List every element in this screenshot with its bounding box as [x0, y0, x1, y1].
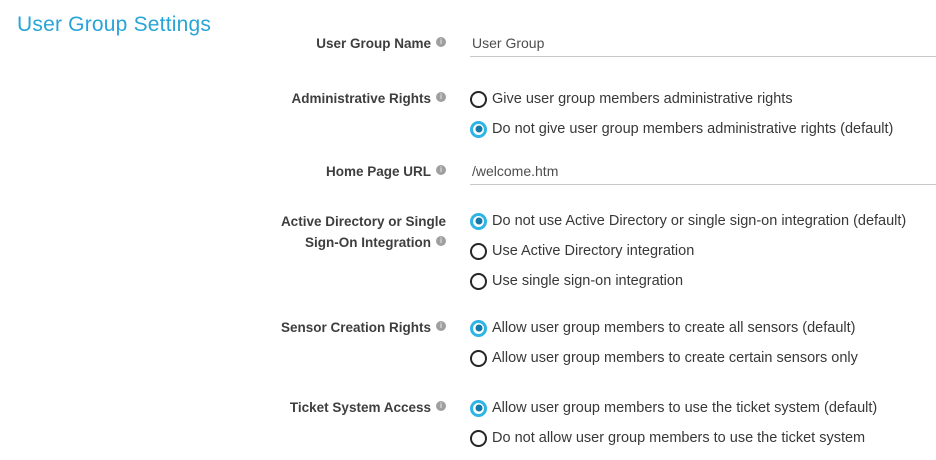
- field-label-cell: [0, 84, 470, 114]
- radio-unselected-icon[interactable]: [470, 273, 487, 290]
- field-control-cell: [470, 159, 936, 185]
- administrative-rights-group: [470, 84, 936, 144]
- field-label-cell: [0, 206, 470, 253]
- info-icon[interactable]: i: [436, 236, 446, 246]
- form-row-ad-sso-integration: [0, 206, 936, 296]
- field-label-cell: [0, 159, 470, 185]
- form-row-home-page-url: [0, 159, 936, 185]
- radio-selected-icon[interactable]: [470, 213, 487, 230]
- radio-option-no-ad-sso[interactable]: Do not use Active Directory or single sign-on integration (default): [470, 206, 936, 236]
- info-icon[interactable]: i: [436, 165, 446, 175]
- radio-option-create-all-sensors[interactable]: Allow user group members to create all sensors (default): [470, 313, 936, 343]
- field-label-cell: [0, 393, 470, 423]
- field-label-cell: [0, 313, 470, 343]
- ad-sso-label-line-2: Sign-On Integration: [305, 235, 431, 250]
- ad-sso-integration-group: [470, 206, 936, 296]
- administrative-rights-label: Administrative Rights: [291, 91, 431, 106]
- ticket-system-access-group: [470, 393, 936, 453]
- user-group-name-label: User Group Name: [316, 36, 431, 51]
- home-page-url-label: Home Page URL: [325, 164, 431, 179]
- radio-unselected-icon[interactable]: [470, 350, 487, 367]
- radio-option-no-admin-rights[interactable]: Do not give user group members administrative rights (default): [470, 114, 936, 144]
- radio-option-give-admin-rights[interactable]: Give user group members administrative rights: [470, 84, 936, 114]
- info-icon[interactable]: i: [436, 92, 446, 102]
- sensor-creation-rights-label: Sensor Creation Rights: [280, 320, 431, 335]
- radio-unselected-icon[interactable]: [470, 243, 487, 260]
- user-group-name-input[interactable]: [470, 31, 936, 57]
- radio-option-allow-ticket-system[interactable]: Allow user group members to use the ticket system (default): [470, 393, 936, 423]
- radio-unselected-icon[interactable]: [470, 430, 487, 447]
- radio-option-create-certain-sensors[interactable]: Allow user group members to create certain sensors only: [470, 343, 936, 373]
- sensor-creation-rights-group: [470, 313, 936, 373]
- form-row-ticket-system-access: [0, 393, 936, 453]
- radio-unselected-icon[interactable]: [470, 91, 487, 108]
- radio-option-no-ticket-system[interactable]: Do not allow user group members to use the ticket system: [470, 423, 936, 453]
- info-icon[interactable]: i: [436, 37, 446, 47]
- info-icon[interactable]: i: [436, 401, 446, 411]
- info-icon[interactable]: i: [436, 321, 446, 331]
- form-row-sensor-creation-rights: [0, 313, 936, 373]
- form-row-administrative-rights: [0, 84, 936, 144]
- radio-option-use-sso[interactable]: Use single sign-on integration: [470, 266, 936, 296]
- home-page-url-input[interactable]: [470, 159, 936, 185]
- field-control-cell: [470, 31, 936, 57]
- page-title: User Group Settings: [17, 13, 212, 36]
- radio-selected-icon[interactable]: [470, 121, 487, 138]
- ad-sso-label-line-1: Active Directory or Single: [280, 214, 446, 229]
- radio-option-use-ad[interactable]: Use Active Directory integration: [470, 236, 936, 266]
- radio-selected-icon[interactable]: [470, 320, 487, 337]
- ticket-system-access-label: Ticket System Access: [289, 400, 431, 415]
- radio-selected-icon[interactable]: [470, 400, 487, 417]
